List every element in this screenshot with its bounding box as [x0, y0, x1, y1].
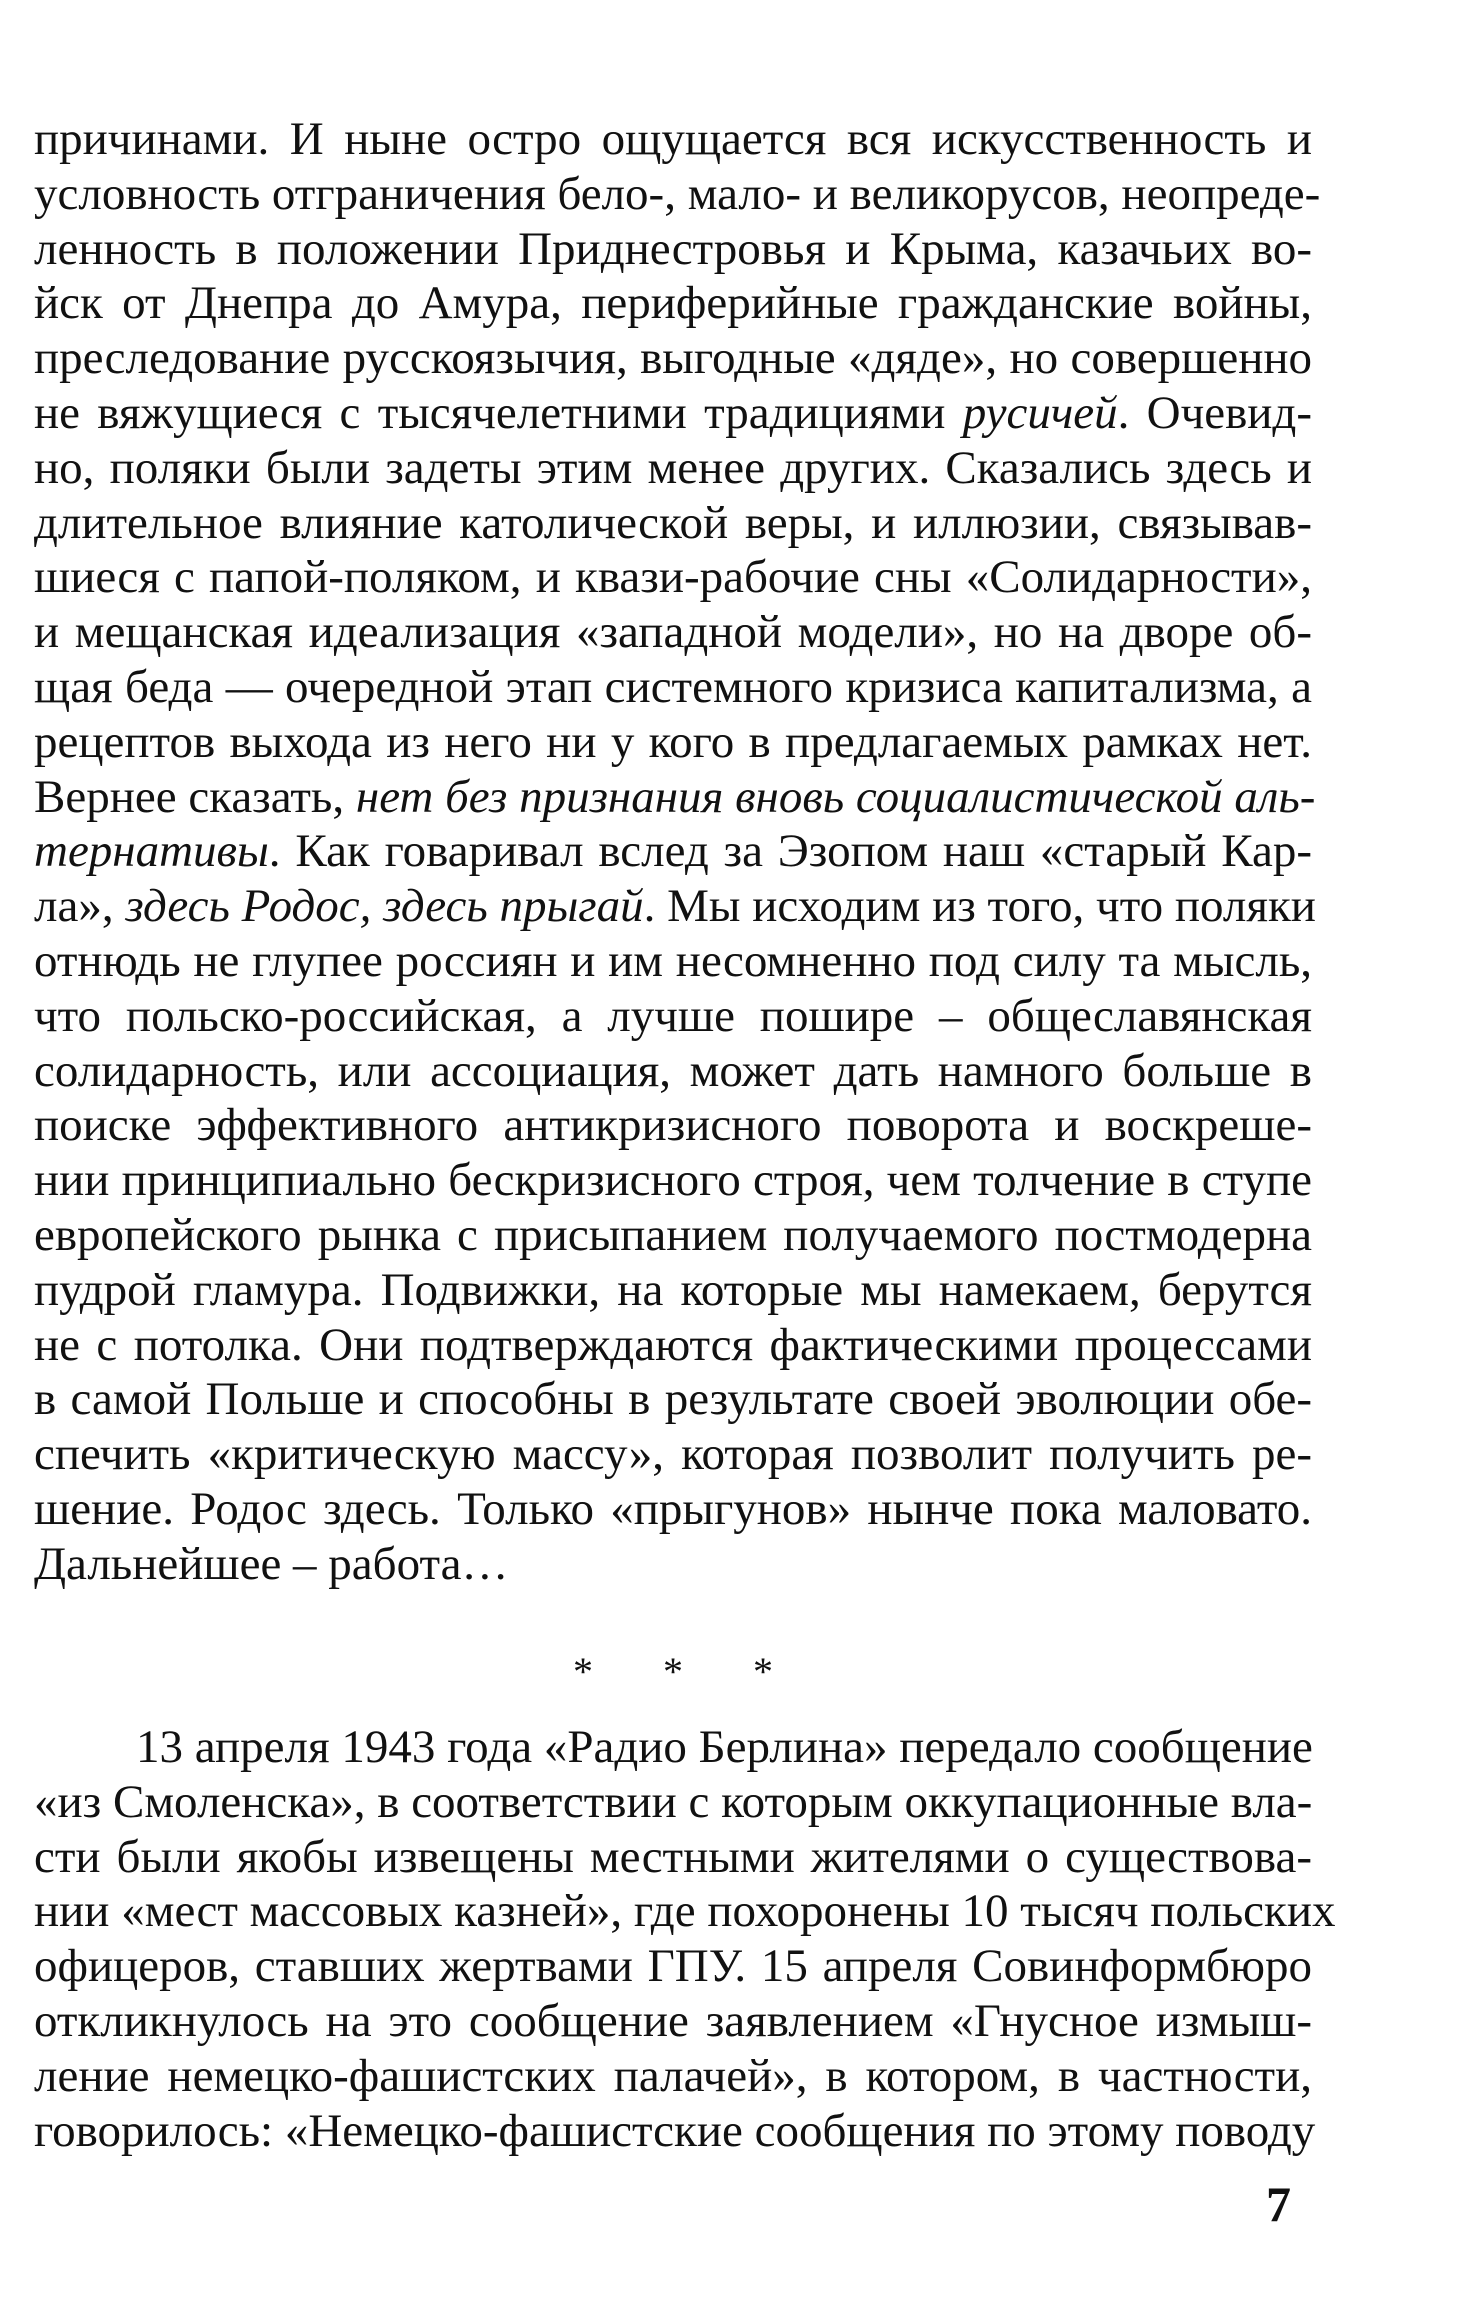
text-line: Дальнейшее – работа… [34, 1537, 509, 1590]
italic-emphasis: нет без признания вновь социалистической аль- [355, 770, 1316, 823]
text-line: поиске эффективного антикризисного поворота и воскреше- [34, 1099, 1312, 1152]
page-number: 7 [1266, 2176, 1291, 2232]
text-line: ление немецко-фашистских палачей», в котором, в частности, [34, 2049, 1312, 2102]
text-segment: . Очевид- [1117, 386, 1312, 439]
text-line: 13 апреля 1943 года «Радио Берлина» передало сообщение [136, 1721, 1313, 1773]
text-line [34, 770, 1316, 825]
text-line [34, 879, 1316, 934]
text-segment: . Мы исходим из того, что поляки [643, 880, 1316, 933]
text-line: рецептов выхода из него ни у кого в предлагаемых рамках нет. [34, 715, 1312, 768]
text-segment: ла», [34, 880, 126, 933]
text-segment: Вернее сказать, [34, 770, 356, 823]
text-line: говорилось: «Немецко-фашистские сообщения по этому поводу [34, 2104, 1316, 2157]
text-line: шение. Родос здесь. Только «прыгунов» нынче пока маловато. [34, 1482, 1312, 1535]
book-page [34, 112, 1336, 2157]
text-line [34, 824, 1312, 879]
text-segment: . Как говаривал вслед за Эзопом наш «старый Кар- [268, 825, 1312, 878]
text-line [34, 386, 1312, 441]
text-line: нии принципиально бескризисного строя, чем толчение в ступе [34, 1154, 1312, 1207]
text-line: пудрой гламура. Подвижки, на которые мы намекаем, берутся [34, 1263, 1312, 1316]
section-separator: * * * [573, 1649, 803, 1694]
text-line: шиеся с папой-поляком, и квази-рабочие сны «Солидарности», [34, 551, 1312, 604]
italic-emphasis: русичей [962, 386, 1118, 439]
text-line: офицеров, ставших жертвами ГПУ. 15 апреля Совинформбюро [34, 1940, 1312, 1993]
text-line: откликнулось на это сообщение заявлением «Гнусное измыш- [34, 1994, 1312, 2047]
italic-emphasis: здесь Родос, здесь прыгай [125, 880, 644, 933]
text-line: причинами. И ныне остро ощущается вся искусственность и [34, 113, 1312, 165]
text-line: спечить «критическую массу», которая позволит получить ре- [34, 1428, 1312, 1481]
text-line: сти были якобы извещены местными жителями о существова- [34, 1830, 1312, 1883]
text-line: отнюдь не глупее россиян и им несомненно под силу та мысль, [34, 934, 1312, 987]
text-line: но, поляки были задеты этим менее других. Сказались здесь и [34, 441, 1312, 494]
text-line: в самой Польше и способны в результате своей эволюции обе- [34, 1373, 1312, 1426]
text-line: длительное влияние католической веры, и иллюзии, связывав- [34, 496, 1312, 549]
text-line: щая беда — очередной этап системного кризиса капитализма, а [34, 660, 1312, 713]
text-line: йск от Днепра до Амура, периферийные гражданские войны, [34, 277, 1312, 330]
text-line: и мещанская идеализация «западной модели», но на дворе об- [34, 606, 1312, 659]
italic-emphasis: тернативы [34, 825, 269, 878]
paragraph-1 [34, 112, 1321, 1592]
text-line: не с потолка. Они подтверждаются фактическими процессами [34, 1318, 1312, 1371]
text-line: «из Смоленска», в соответствии с которым оккупационные вла- [34, 1775, 1313, 1828]
text-line: что польско-российская, а лучше пошире – общеславянская [34, 989, 1312, 1042]
text-line: ленность в положении Приднестровья и Крыма, казачьих во- [34, 222, 1312, 275]
text-segment: не вяжущиеся с тысячелетними традициями [34, 386, 963, 439]
text-line: нии «мест массовых казней», где похоронены 10 тысяч польских [34, 1885, 1336, 1938]
text-line: солидарность, или ассоциация, может дать намного больше в [34, 1044, 1312, 1097]
paragraph-2 [34, 1720, 1336, 2158]
text-line: европейского рынка с присыпанием получаемого постмодерна [34, 1208, 1312, 1261]
text-line: условность отграничения бело-, мало- и великорусов, неопреде- [34, 167, 1321, 220]
text-line: преследование русскоязычия, выгодные «дяде», но совершенно [34, 332, 1312, 385]
